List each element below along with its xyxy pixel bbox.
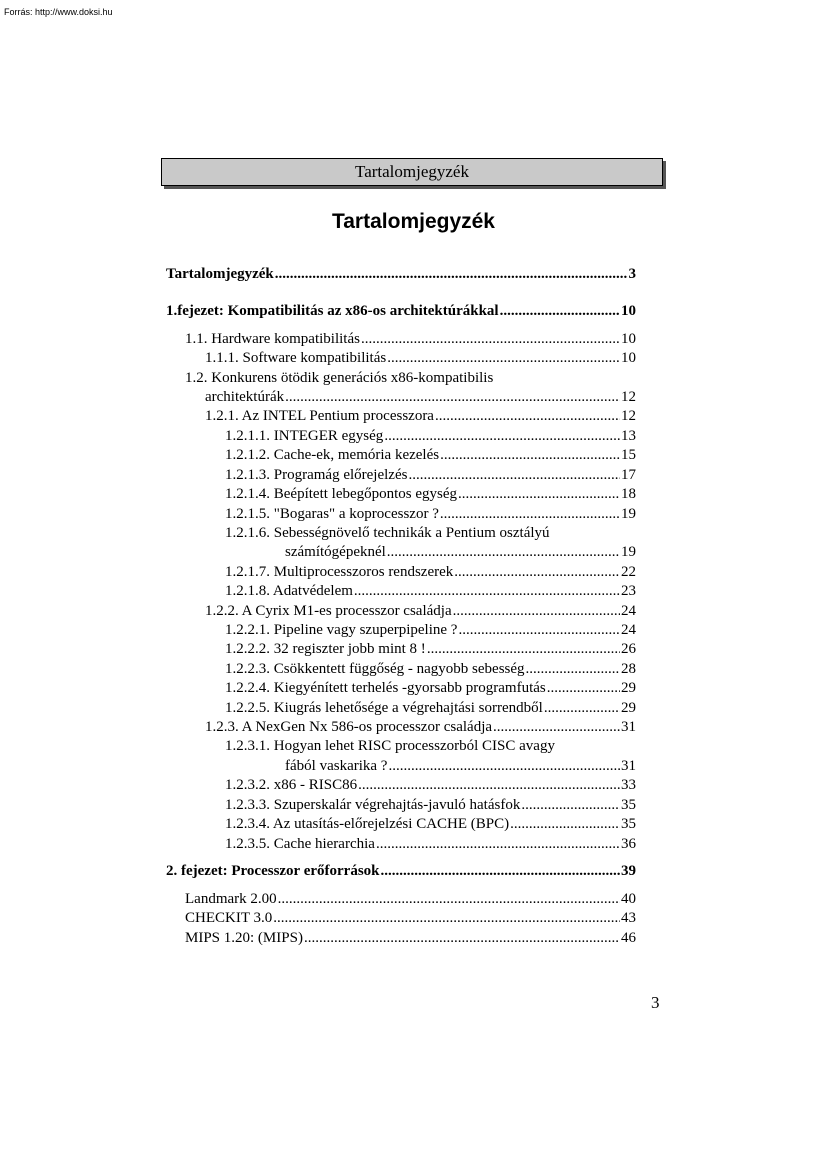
toc-leader bbox=[526, 660, 620, 679]
toc-entry bbox=[185, 909, 636, 928]
toc-entry bbox=[205, 602, 636, 621]
toc-entry-page: 19 bbox=[621, 544, 636, 560]
toc-entry-label: 1.2.3.5. Cache hierarchia bbox=[225, 836, 375, 852]
toc-entry bbox=[166, 302, 636, 321]
toc-entry bbox=[225, 815, 636, 834]
toc-entry-page: 22 bbox=[621, 564, 636, 580]
toc-leader bbox=[278, 890, 620, 909]
toc-entry bbox=[285, 757, 636, 776]
page-number: 3 bbox=[651, 993, 660, 1012]
toc-leader bbox=[440, 505, 620, 524]
toc-entry-label: 2. fejezet: Processzor erőforrások bbox=[166, 863, 380, 879]
toc-entry-label: 1.2.2.4. Kiegyénített terhelés -gyorsabb programfutás bbox=[225, 680, 546, 696]
toc-entry bbox=[225, 505, 636, 524]
toc-entry bbox=[225, 679, 636, 698]
toc-entry-page: 10 bbox=[621, 350, 636, 366]
toc-entry-label: számítógépeknél bbox=[285, 544, 386, 560]
source-label: Forrás: http://www.doksi.hu bbox=[4, 7, 113, 17]
toc-leader bbox=[510, 815, 620, 834]
toc-entry-page: 10 bbox=[621, 331, 636, 347]
toc-entry bbox=[185, 330, 636, 349]
toc-entry-label: 1.2.3.2. x86 - RISC86 bbox=[225, 777, 358, 793]
toc-entry-label: 1.2.2.3. Csökkentett függőség - nagyobb sebesség bbox=[225, 661, 525, 677]
toc-leader bbox=[544, 699, 620, 718]
toc-entry-page: 3 bbox=[628, 266, 636, 282]
toc-leader bbox=[304, 929, 620, 948]
toc-entry-label: fából vaskarika ? bbox=[285, 758, 388, 774]
toc-entry-page: 35 bbox=[621, 816, 636, 832]
toc-entry-label: 1.2.1.3. Programág előrejelzés bbox=[225, 467, 408, 483]
toc-entry-label: 1.1.1. Software kompatibilitás bbox=[205, 350, 387, 366]
toc-entry-label: 1.2.1.6. Sebességnövelő technikák a Pentium osztályú bbox=[225, 525, 550, 541]
toc-entry-page: 43 bbox=[621, 910, 636, 926]
toc-entry bbox=[225, 621, 636, 640]
toc-entry-label: 1.2.1. Az INTEL Pentium processzora bbox=[205, 408, 434, 424]
toc-entry-page: 46 bbox=[621, 930, 636, 946]
toc-entry bbox=[225, 446, 636, 465]
toc-entry bbox=[166, 265, 636, 284]
toc-entry-label: architektúrák bbox=[205, 389, 285, 405]
toc-entry-page: 29 bbox=[621, 680, 636, 696]
toc-entry-label: 1.2.1.1. INTEGER egység bbox=[225, 428, 384, 444]
toc-leader bbox=[458, 621, 620, 640]
toc-entry bbox=[225, 737, 636, 756]
running-header-text: Tartalomjegyzék bbox=[355, 162, 469, 181]
toc-leader bbox=[408, 466, 620, 485]
toc-entry-label: Landmark 2.00 bbox=[185, 891, 277, 907]
toc-leader bbox=[376, 835, 620, 854]
toc-entry-page: 17 bbox=[621, 467, 636, 483]
toc-entry-label: 1.2.2.5. Kiugrás lehetősége a végrehajtási sorrendből bbox=[225, 700, 543, 716]
toc-entry bbox=[225, 582, 636, 601]
toc-leader bbox=[361, 330, 620, 349]
toc-leader bbox=[285, 388, 620, 407]
toc-entry bbox=[205, 718, 636, 737]
toc-leader bbox=[521, 796, 620, 815]
toc-entry-label: 1.2.2. A Cyrix M1-es processzor családja bbox=[205, 603, 452, 619]
toc-entry bbox=[185, 929, 636, 948]
toc-entry-label: 1.2.1.7. Multiprocesszoros rendszerek bbox=[225, 564, 454, 580]
toc-leader bbox=[358, 776, 620, 795]
toc-entry-label: 1.fejezet: Kompatibilitás az x86-os architektúrákkal bbox=[166, 303, 499, 319]
toc-entry-label: 1.2.3. A NexGen Nx 586-os processzor családja bbox=[205, 719, 493, 735]
toc-entry bbox=[225, 563, 636, 582]
toc-entry bbox=[166, 862, 636, 881]
toc-entry-page: 29 bbox=[621, 700, 636, 716]
toc-leader bbox=[454, 563, 620, 582]
toc-entry bbox=[225, 466, 636, 485]
toc-entry bbox=[225, 640, 636, 659]
toc-entry-label: 1.2.3.1. Hogyan lehet RISC processzorból CISC avagy bbox=[225, 738, 555, 754]
toc-entry bbox=[285, 543, 636, 562]
toc-leader bbox=[354, 582, 620, 601]
toc-entry-page: 35 bbox=[621, 797, 636, 813]
toc-entry bbox=[225, 796, 636, 815]
toc-entry-page: 31 bbox=[621, 719, 636, 735]
toc-entry-page: 24 bbox=[621, 603, 636, 619]
toc-leader bbox=[384, 427, 620, 446]
toc-leader bbox=[387, 543, 620, 562]
toc-leader bbox=[493, 718, 620, 737]
toc-entry-label: 1.2.3.4. Az utasítás-előrejelzési CACHE (BPC) bbox=[225, 816, 510, 832]
toc-entry bbox=[185, 890, 636, 909]
toc-entry-label: 1.2.1.5. "Bogaras" a koprocesszor ? bbox=[225, 506, 439, 522]
toc-entry-page: 31 bbox=[621, 758, 636, 774]
toc-entry-page: 13 bbox=[621, 428, 636, 444]
toc-entry-page: 12 bbox=[621, 408, 636, 424]
toc-entry bbox=[205, 388, 636, 407]
toc-leader bbox=[388, 757, 620, 776]
toc-entry bbox=[225, 485, 636, 504]
toc-entry-label: 1.2.3.3. Szuperskalár végrehajtás-javuló hatásfok bbox=[225, 797, 521, 813]
toc-leader bbox=[275, 265, 628, 284]
toc-entry-page: 36 bbox=[621, 836, 636, 852]
toc-entry-page: 33 bbox=[621, 777, 636, 793]
toc-entry-label: 1.1. Hardware kompatibilitás bbox=[185, 331, 360, 347]
toc-leader bbox=[547, 679, 620, 698]
toc-entry bbox=[205, 407, 636, 426]
toc-leader bbox=[435, 407, 620, 426]
toc-entry-label: 1.2.1.8. Adatvédelem bbox=[225, 583, 353, 599]
toc-entry-page: 24 bbox=[621, 622, 636, 638]
toc-leader bbox=[273, 909, 620, 928]
toc-entry bbox=[225, 776, 636, 795]
toc-leader bbox=[440, 446, 620, 465]
toc-entry bbox=[225, 835, 636, 854]
toc-entry-page: 10 bbox=[621, 303, 636, 319]
toc-entry-label: 1.2. Konkurens ötödik generációs x86-kompatibilis bbox=[185, 370, 494, 386]
toc-entry-page: 12 bbox=[621, 389, 636, 405]
toc-entry-page: 39 bbox=[621, 863, 636, 879]
toc-entry-page: 19 bbox=[621, 506, 636, 522]
page-title: Tartalomjegyzék bbox=[331, 210, 495, 233]
toc-entry-label: 1.2.2.1. Pipeline vagy szuperpipeline ? bbox=[225, 622, 458, 638]
toc-entry-label: Tartalomjegyzék bbox=[166, 266, 274, 282]
toc-leader bbox=[453, 602, 620, 621]
toc-entry-page: 15 bbox=[621, 447, 636, 463]
toc-entry-page: 28 bbox=[621, 661, 636, 677]
toc-leader bbox=[427, 640, 620, 659]
toc-entry-label: 1.2.1.2. Cache-ek, memória kezelés bbox=[225, 447, 440, 463]
toc-leader bbox=[500, 302, 620, 321]
toc-entry bbox=[185, 369, 636, 388]
toc-leader bbox=[381, 862, 620, 881]
toc-entry bbox=[225, 660, 636, 679]
toc-leader bbox=[387, 349, 620, 368]
toc-entry-page: 40 bbox=[621, 891, 636, 907]
toc-entry-page: 18 bbox=[621, 486, 636, 502]
toc-entry-label: 1.2.1.4. Beépített lebegőpontos egység bbox=[225, 486, 458, 502]
toc-entry bbox=[225, 427, 636, 446]
toc-entry-page: 23 bbox=[621, 583, 636, 599]
toc-entry-page: 26 bbox=[621, 641, 636, 657]
toc-entry bbox=[225, 699, 636, 718]
toc-entry bbox=[225, 524, 636, 543]
toc-entry-label: CHECKIT 3.0 bbox=[185, 910, 273, 926]
toc-entry-label: MIPS 1.20: (MIPS) bbox=[185, 930, 303, 946]
toc-entry-label: 1.2.2.2. 32 regiszter jobb mint 8 ! bbox=[225, 641, 426, 657]
toc-leader bbox=[458, 485, 620, 504]
toc-entry bbox=[205, 349, 636, 368]
